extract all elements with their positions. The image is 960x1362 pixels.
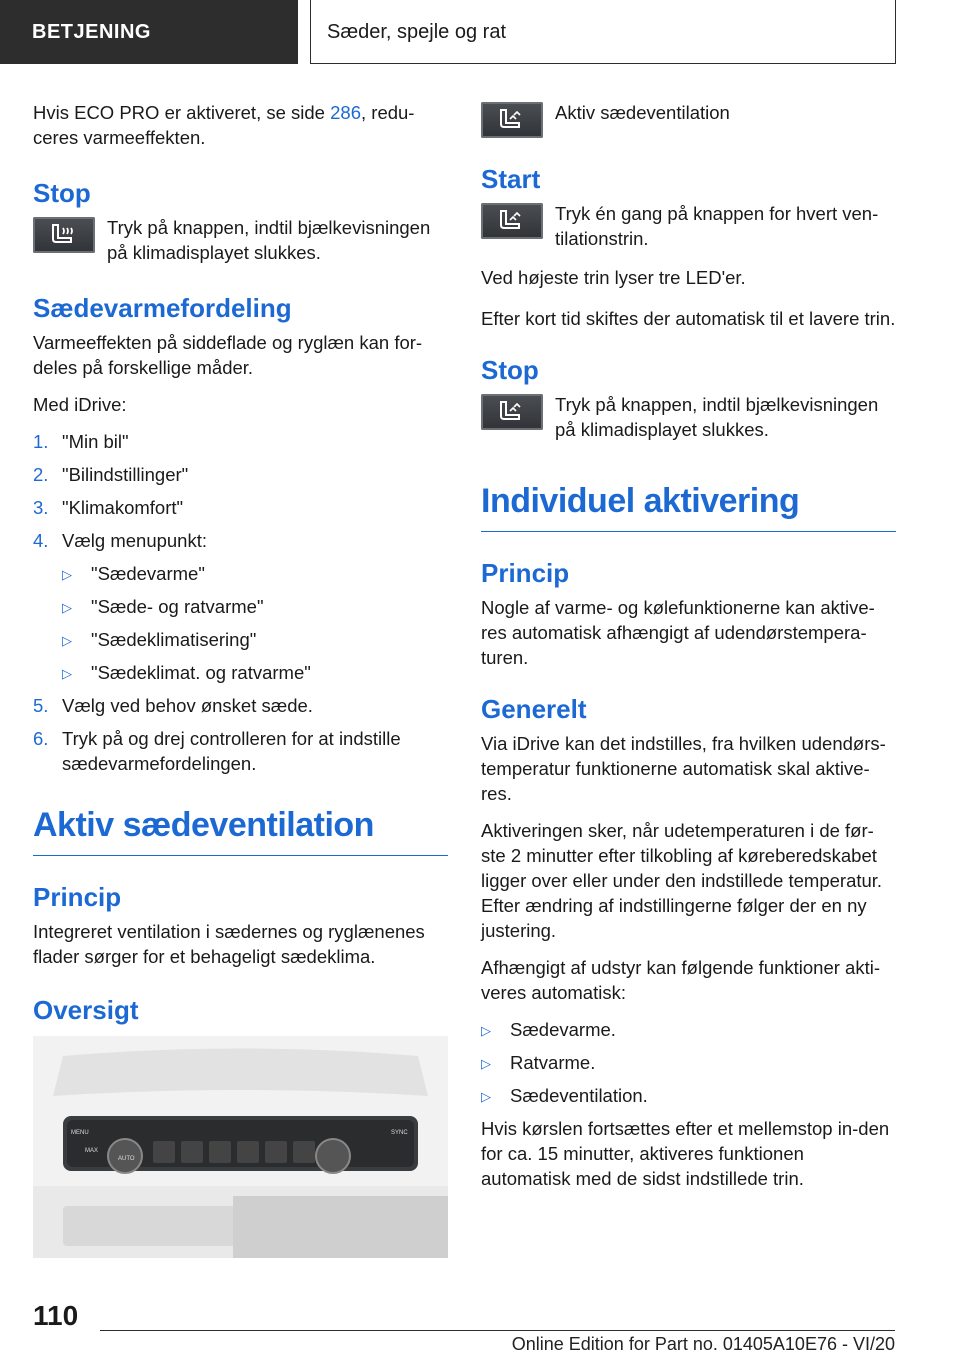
generelt-text-3: Afhængigt af udstyr kan følgende funktioner akti‐veres automatisk: bbox=[481, 957, 880, 1003]
triangle-bullet-icon: ▷ bbox=[481, 1089, 491, 1104]
list-item bbox=[62, 660, 448, 685]
idrive-label: Med iDrive: bbox=[33, 394, 127, 415]
stop-heading: Stop bbox=[481, 355, 539, 385]
panel-max-label: MAX bbox=[85, 1148, 99, 1154]
auto-functions-list bbox=[481, 1017, 896, 1108]
final-text: Hvis kørslen fortsættes efter et mellemstop in‐den for ca. 15 minutter, aktiveres funktionen automatisk med de sidst indstillede trin. bbox=[481, 1118, 890, 1189]
distribution-text: Varmeeffekten på siddeflade og ryglæn kan for‐deles på forskellige måder. bbox=[33, 332, 423, 378]
stop-row bbox=[33, 215, 448, 265]
function-text: Sædeventilation. bbox=[510, 1085, 648, 1106]
option-text: "Sædeklimatisering" bbox=[91, 629, 257, 650]
list-item bbox=[481, 1017, 896, 1042]
page-number: 110 bbox=[33, 1300, 79, 1331]
distribution-heading: Sædevarmefordeling bbox=[33, 293, 292, 323]
list-item bbox=[33, 528, 448, 685]
princip-text: Integreret ventilation i sædernes og ryglænenes flader sørger for et behageligt sædeklima. bbox=[33, 921, 425, 967]
step-number: 6. bbox=[33, 728, 49, 749]
triangle-bullet-icon: ▷ bbox=[481, 1023, 491, 1038]
auto-lower-text: Efter kort tid skiftes der automatisk til et lavere trin. bbox=[481, 308, 896, 329]
intro-text-end: , redu‐ceres varmeeffekten. bbox=[33, 102, 415, 148]
generelt-heading: Generelt bbox=[481, 694, 587, 724]
seat-ventilation-button-icon bbox=[481, 394, 543, 430]
start-heading: Start bbox=[481, 164, 541, 194]
triangle-bullet-icon: ▷ bbox=[62, 567, 72, 582]
option-text: "Sæde- og ratvarme" bbox=[91, 596, 264, 617]
option-text: "Sædeklimat. og ratvarme" bbox=[91, 662, 311, 683]
right-column bbox=[481, 100, 896, 1203]
intro-text: Hvis ECO PRO er aktiveret, se side bbox=[33, 102, 331, 123]
step-number: 2. bbox=[33, 464, 49, 485]
triangle-bullet-icon: ▷ bbox=[62, 666, 72, 681]
page-title: Sæder, spejle og rat bbox=[310, 0, 896, 64]
step-text: Vælg ved behov ønsket sæde. bbox=[62, 695, 313, 716]
ventilation-row bbox=[481, 100, 896, 138]
list-item bbox=[481, 1050, 896, 1075]
led-text: Ved højeste trin lyser tre LED'er. bbox=[481, 267, 746, 288]
eco-pro-note bbox=[33, 100, 448, 150]
start-text: Tryk én gang på knappen for hvert ven‐tilationstrin. bbox=[555, 203, 879, 249]
step-text: "Bilindstillinger" bbox=[62, 464, 189, 485]
footer-divider bbox=[100, 1330, 895, 1331]
panel-menu-label: MENU bbox=[71, 1130, 89, 1136]
step-text: Vælg menupunkt: bbox=[62, 530, 208, 551]
left-column bbox=[33, 100, 448, 1258]
princip-heading: Princip bbox=[481, 558, 570, 588]
step-text: Tryk på og drej controlleren for at indstille sædevarmefordelingen. bbox=[62, 728, 401, 774]
section-tab: BETJENING bbox=[0, 0, 298, 64]
function-text: Ratvarme. bbox=[510, 1052, 596, 1073]
ventilation-heading: Aktiv sædeventilation bbox=[33, 806, 448, 856]
stop-heading: Stop bbox=[33, 178, 91, 208]
list-item bbox=[33, 693, 448, 718]
climate-panel-photo bbox=[33, 1036, 448, 1258]
panel-sync-label: SYNC bbox=[391, 1130, 408, 1136]
menu-options-list bbox=[62, 561, 448, 685]
edition-text: Online Edition for Part no. 01405A10E76 - VI/20 bbox=[511, 1334, 895, 1354]
list-item bbox=[33, 726, 448, 776]
triangle-bullet-icon: ▷ bbox=[62, 600, 72, 615]
seat-ventilation-button-icon bbox=[481, 203, 543, 239]
triangle-bullet-icon: ▷ bbox=[62, 633, 72, 648]
ventilation-label: Aktiv sædeventilation bbox=[555, 102, 730, 123]
step-number: 1. bbox=[33, 431, 49, 452]
steps-list bbox=[33, 429, 448, 776]
step-number: 5. bbox=[33, 695, 49, 716]
step-number: 3. bbox=[33, 497, 49, 518]
list-item bbox=[62, 627, 448, 652]
triangle-bullet-icon: ▷ bbox=[481, 1056, 491, 1071]
list-item bbox=[62, 561, 448, 586]
list-item bbox=[33, 429, 448, 454]
individual-activation-heading: Individuel aktivering bbox=[481, 482, 896, 532]
stop-row bbox=[481, 392, 896, 442]
princip-text: Nogle af varme- og kølefunktionerne kan aktive‐res automatisk afhængigt af udendørstempera‐turen. bbox=[481, 597, 875, 668]
seat-ventilation-button-icon bbox=[481, 102, 543, 138]
stop-text: Tryk på knappen, indtil bjælkevisningen på klimadisplayet slukkes. bbox=[107, 217, 431, 263]
seat-heating-button-icon bbox=[33, 217, 95, 253]
page-link[interactable]: 286 bbox=[330, 102, 361, 123]
list-item bbox=[33, 495, 448, 520]
panel-auto-label: AUTO bbox=[118, 1156, 135, 1162]
list-item bbox=[481, 1083, 896, 1108]
list-item bbox=[62, 594, 448, 619]
step-number: 4. bbox=[33, 530, 49, 551]
function-text: Sædevarme. bbox=[510, 1019, 616, 1040]
generelt-text-1: Via iDrive kan det indstilles, fra hvilken udendørs‐temperatur funktionerne automatisk skal aktive‐res. bbox=[481, 733, 886, 804]
stop-text: Tryk på knappen, indtil bjælkevisningen på klimadisplayet slukkes. bbox=[555, 394, 879, 440]
option-text: "Sædevarme" bbox=[91, 563, 205, 584]
start-row bbox=[481, 201, 896, 251]
step-text: "Klimakomfort" bbox=[62, 497, 184, 518]
oversigt-heading: Oversigt bbox=[33, 995, 139, 1025]
generelt-text-2: Aktiveringen sker, når udetemperaturen i de før‐ste 2 minutter efter tilkobling af køreberedskabet ligger over eller under den indstillede temperatur. Efter ændring af indstillingerne følger der en ny justering. bbox=[481, 820, 883, 941]
step-text: "Min bil" bbox=[62, 431, 129, 452]
list-item bbox=[33, 462, 448, 487]
princip-heading: Princip bbox=[33, 882, 122, 912]
